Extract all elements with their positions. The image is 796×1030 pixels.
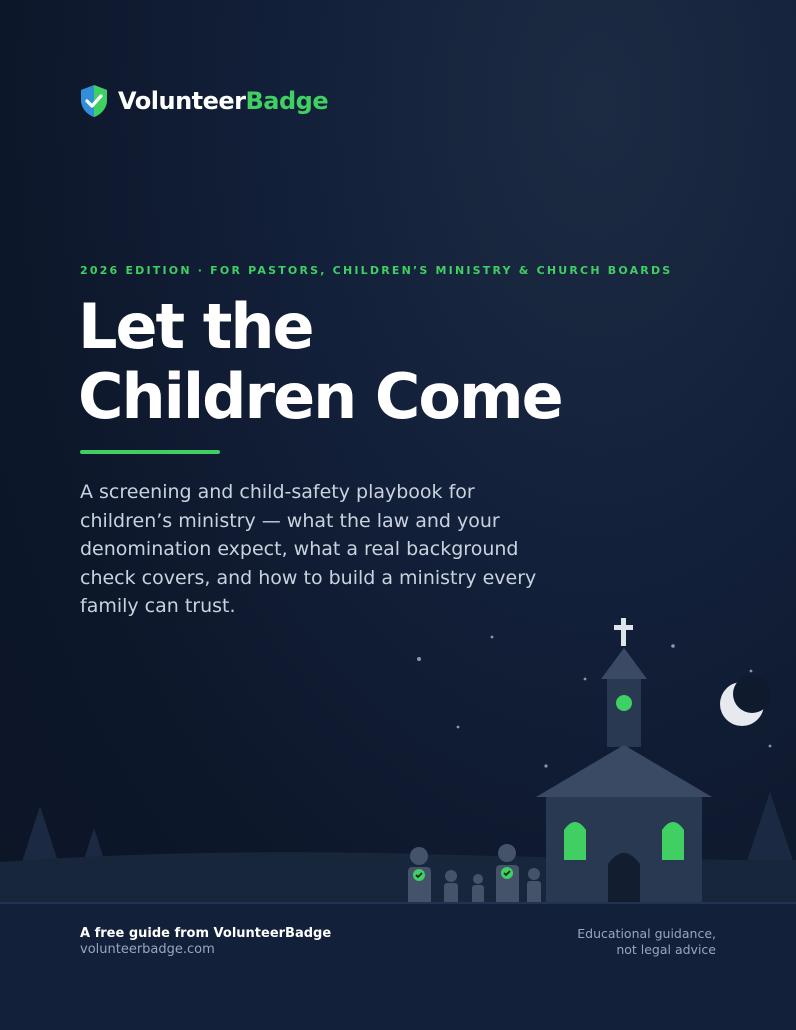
brand-name-part1: Volunteer	[118, 87, 246, 115]
church-icon	[536, 618, 712, 905]
page-title	[78, 292, 562, 432]
title-line-1: Let the	[78, 290, 313, 363]
disclaimer-line-2: not legal advice	[616, 942, 716, 957]
brand-logo[interactable]	[80, 84, 328, 118]
accent-divider	[80, 450, 220, 454]
brand-name	[118, 87, 328, 115]
footer-disclaimer	[577, 926, 716, 958]
cross-icon	[614, 618, 633, 646]
footer-credit	[80, 926, 331, 958]
footer	[0, 902, 796, 1030]
stars	[417, 636, 771, 768]
title-line-2: Children Come	[78, 360, 562, 433]
cover-description: A screening and child-safety playbook for children’s ministry — what the law and your denomination expect, what a real background check covers, and how to build a ministry every family can trust.	[80, 481, 537, 617]
edition-eyebrow: 2026 EDITION · FOR PASTORS, CHILDREN’S MINISTRY & CHURCH BOARDS	[80, 264, 673, 277]
brand-name-part2: Badge	[245, 87, 329, 115]
moon-icon	[720, 675, 771, 726]
footer-url-link[interactable]: volunteerbadge.com	[80, 942, 215, 957]
disclaimer-line-1: Educational guidance,	[577, 926, 716, 941]
footer-title: A free guide from VolunteerBadge	[80, 926, 332, 941]
shield-check-icon	[80, 84, 108, 118]
